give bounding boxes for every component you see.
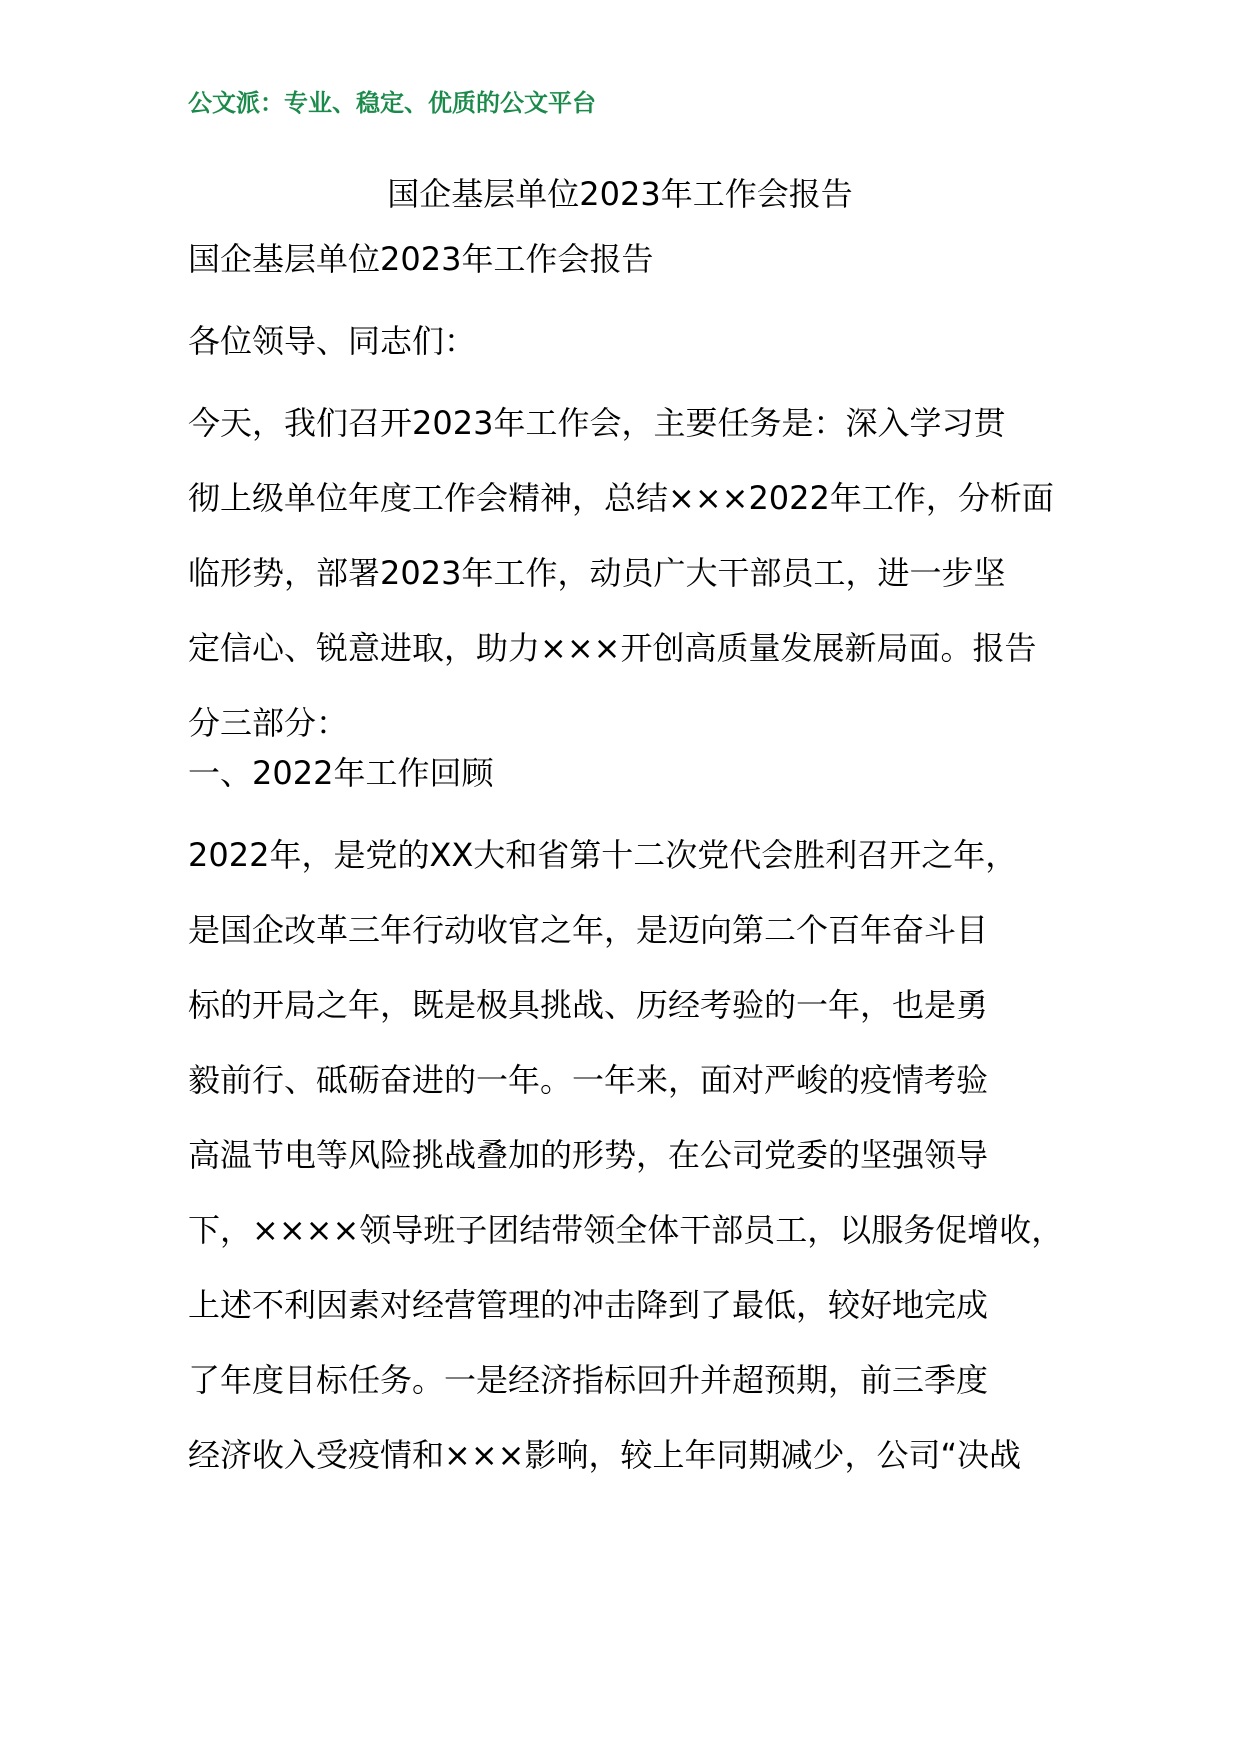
- paragraph-line: 今天，我们召开2023年工作会，主要任务是：深入学习贯: [188, 404, 1006, 442]
- salutation: [188, 304, 1068, 379]
- section-heading-line: 一、2022年工作回顾: [188, 754, 494, 792]
- paragraph-line: 2022年，是党的XX大和省第十二次党代会胜利召开之年，: [188, 836, 1018, 874]
- paragraph-line: 下，××××领导班子团结带领全体干部员工，以服务促增收，: [188, 1211, 1064, 1249]
- paragraph-line: 临形势，部署2023年工作，动员广大干部员工，进一步坚: [188, 554, 1006, 592]
- paragraph-line: 经济收入受疫情和×××影响，较上年同期减少，公司“决战: [188, 1436, 1022, 1474]
- paragraph-line: 彻上级单位年度工作会精神，总结×××2022年工作，分析面: [188, 479, 1054, 517]
- paragraph-line: 定信心、锐意进取，助力×××开创高质量发展新局面。报告: [188, 629, 1037, 667]
- paragraph-line: 毅前行、砥砺奋进的一年。一年来，面对严峻的疫情考验: [188, 1061, 989, 1099]
- salutation-line: 各位领导、同志们：: [188, 322, 477, 360]
- header-brand: 公文派：专业、稳定、优质的公文平台: [188, 89, 596, 117]
- paragraph-line: 上述不利因素对经营管理的冲击降到了最低，较好地完成: [188, 1286, 989, 1324]
- paragraph-line: 标的开局之年，既是极具挑战、历经考验的一年，也是勇: [188, 986, 989, 1024]
- paragraph-line: 了年度目标任务。一是经济指标回升并超预期，前三季度: [188, 1361, 989, 1399]
- intro-paragraph: [188, 386, 1068, 761]
- paragraph-line: 是国企改革三年行动收官之年，是迈向第二个百年奋斗目: [188, 911, 989, 949]
- paragraph-line: 分三部分：: [188, 704, 349, 742]
- document-title: 国企基层单位2023年工作会报告: [387, 175, 853, 213]
- document-subtitle: [188, 222, 1068, 297]
- section-heading: [188, 736, 1068, 811]
- paragraph-line: 高温节电等风险挑战叠加的形势，在公司党委的坚强领导: [188, 1136, 989, 1174]
- subtitle-line: 国企基层单位2023年工作会报告: [188, 240, 654, 278]
- section-paragraph: [188, 818, 1068, 1493]
